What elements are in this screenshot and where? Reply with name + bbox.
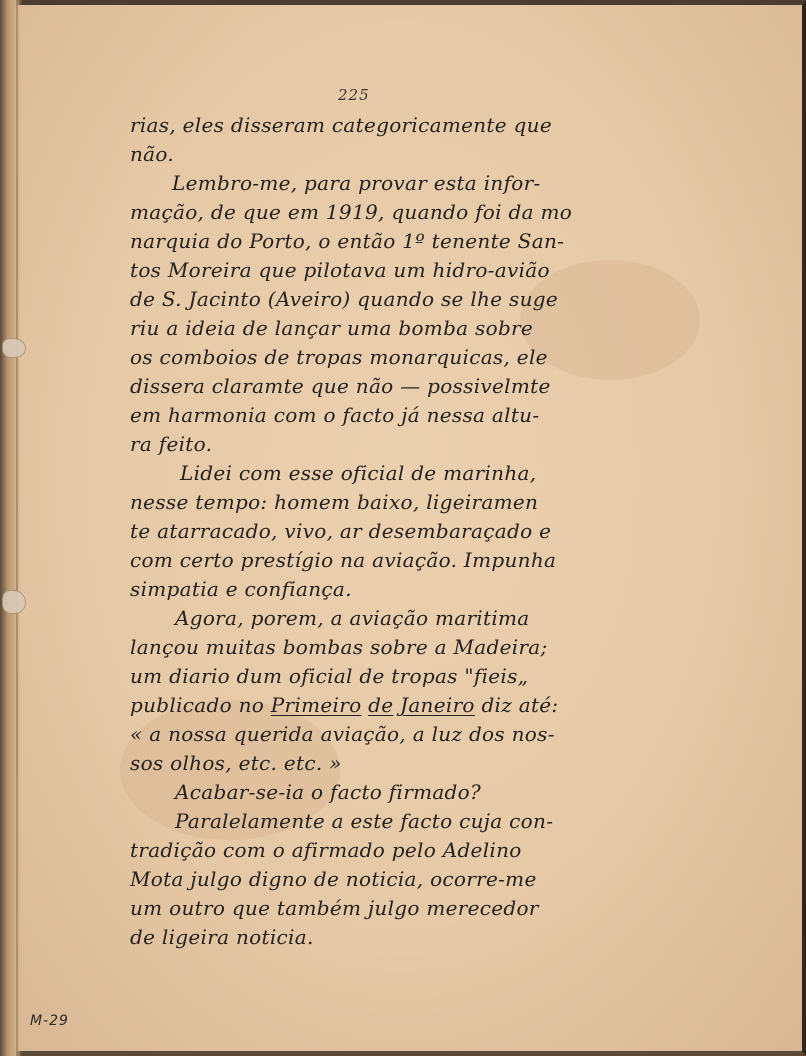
- text-line: tos Moreira que pilotava um hidro-avião: [130, 258, 550, 282]
- underlined-newspaper-word: de: [368, 693, 394, 717]
- text-line: dissera claramte que não — possivelmte: [130, 374, 551, 398]
- text-line: lançou muitas bombas sobre a Madeira;: [130, 635, 548, 659]
- text-line: não.: [130, 142, 175, 166]
- text-line: Mota julgo digno de noticia, ocorre-me: [130, 867, 537, 891]
- underlined-newspaper-word: Primeiro: [270, 693, 362, 717]
- text-line: rias, eles disseram categoricamente que: [130, 113, 552, 137]
- text-line: nesse tempo: homem baixo, ligeiramen: [130, 490, 539, 514]
- text-line: simpatia e confiança.: [130, 577, 352, 601]
- text-line: um diario dum oficial de tropas "fieis„: [130, 664, 529, 688]
- text-line: Lidei com esse oficial de marinha,: [180, 461, 537, 485]
- text-line: um outro que também julgo merecedor: [130, 896, 539, 920]
- text-line: mação, de que em 1919, quando foi da mo: [130, 200, 573, 224]
- text-line: ra feito.: [130, 432, 213, 456]
- text-line: Acabar-se-ia o facto firmado?: [175, 780, 482, 804]
- archive-reference-code: M-29: [30, 1013, 69, 1029]
- text-line: sos olhos, etc. etc. »: [130, 751, 342, 775]
- text-line: narquia do Porto, o então 1º tenente San-: [130, 229, 565, 253]
- text-line: com certo prestígio na aviação. Impunha: [130, 548, 557, 572]
- text-fragment: diz até:: [474, 693, 559, 717]
- text-line: em harmonia com o facto já nessa altu-: [130, 403, 540, 427]
- text-line: te atarracado, vivo, ar desembaraçado e: [130, 519, 552, 543]
- text-line: os comboios de tropas monarquicas, ele: [130, 345, 548, 369]
- text-fragment: publicado no: [130, 693, 271, 717]
- text-line: Paralelamente a este facto cuja con-: [175, 809, 554, 833]
- text-line: de S. Jacinto (Aveiro) quando se lhe suge: [130, 287, 558, 311]
- text-line: Agora, porem, a aviação maritima: [175, 606, 530, 630]
- text-line: tradição com o afirmado pelo Adelino: [130, 838, 522, 862]
- text-line: [130, 695, 558, 715]
- text-line: Lembro-me, para provar esta infor-: [172, 171, 541, 195]
- text-line: riu a ideia de lançar uma bomba sobre: [130, 316, 534, 340]
- underlined-newspaper-word: Janeiro: [400, 693, 475, 717]
- text-fragment: [393, 693, 400, 717]
- text-line: de ligeira noticia.: [130, 925, 314, 949]
- page-number: 225: [338, 86, 370, 104]
- text-line: « a nossa querida aviação, a luz dos nos-: [130, 722, 555, 746]
